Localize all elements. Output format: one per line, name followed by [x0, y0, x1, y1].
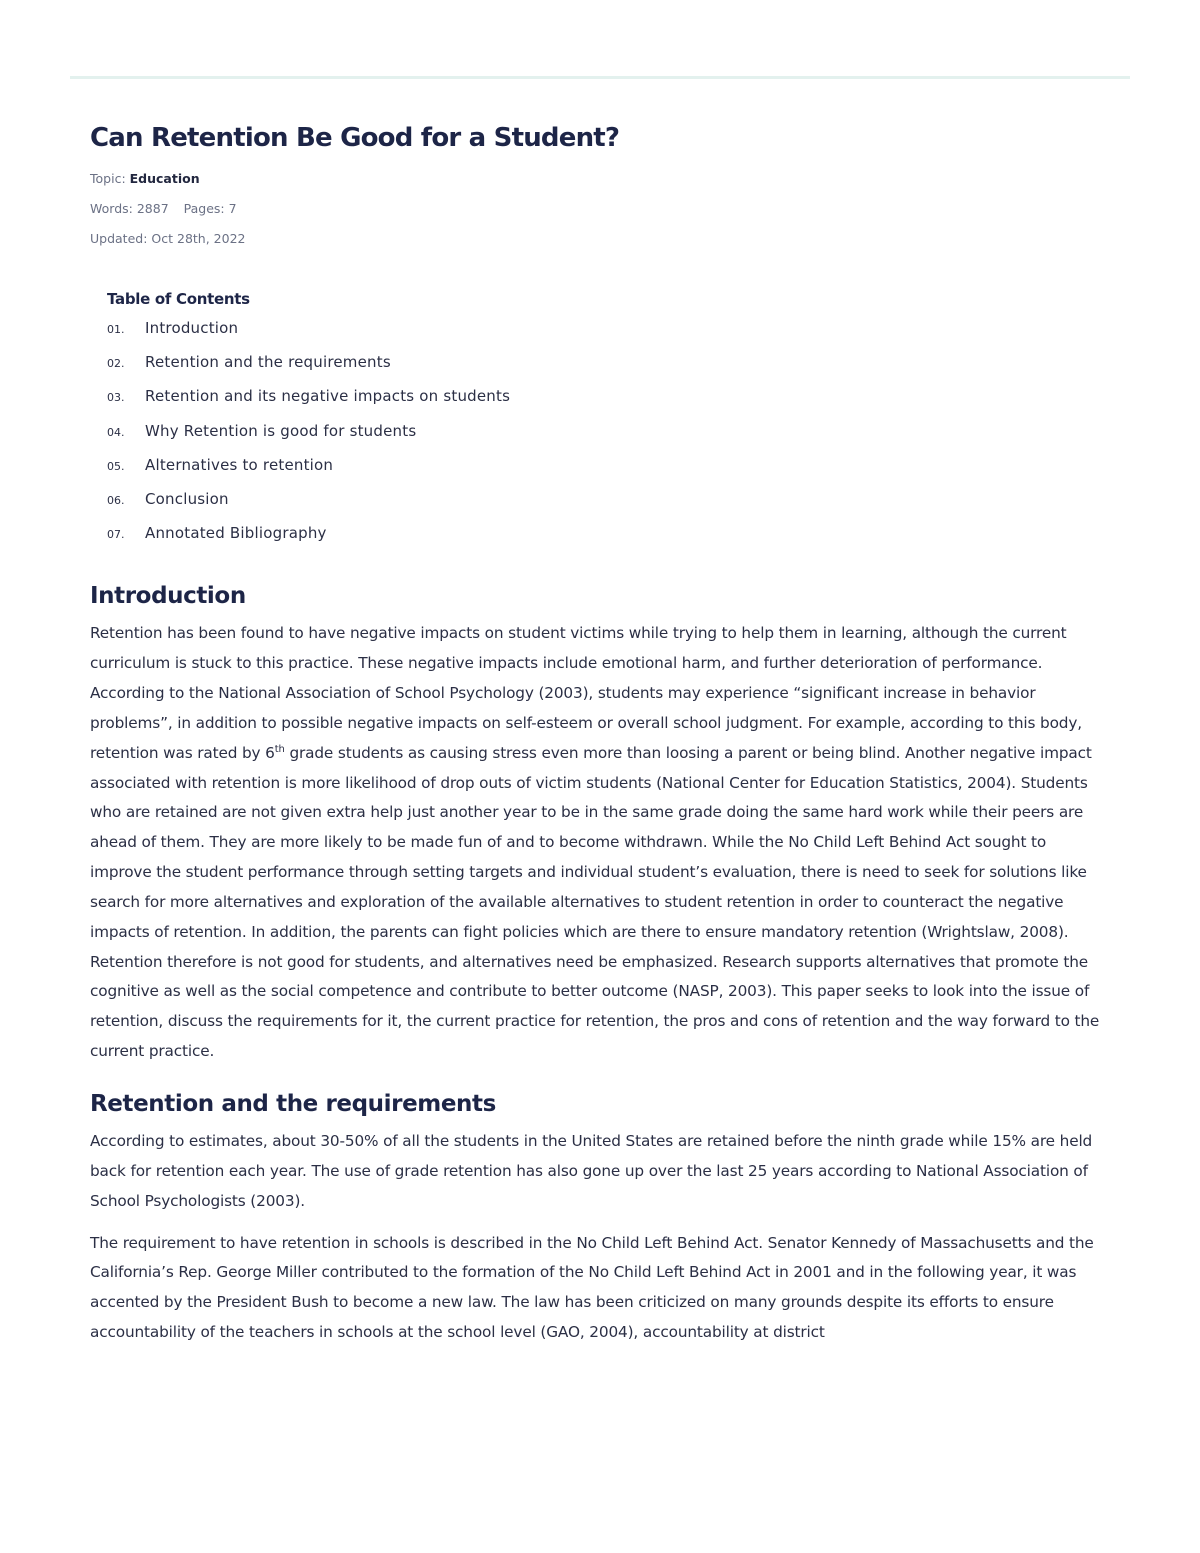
document-meta — [90, 172, 1112, 262]
introduction-text-start: Retention has been found to have negative impacts on student victims while trying to help them in learning, although the current curriculum is stuck to this practice. These negative impacts include emotional harm, and further deterioration of performance. According to the National Association of School Psychology (2003), students may experience “significant increase in behavior problems”, in addition to possible negative impacts on self-esteem or overall school judgment. For example, according to this body, retention was rated by 6 — [90, 624, 1082, 762]
introduction-text-end: grade students as causing stress even more than loosing a parent or being blind. Another negative impact associated with retention is more likelihood of drop outs of victim students (National Center for Education Statistics, 2004). Students who are retained are not given extra help just another year to be in the same grade doing the same hard work while their peers are ahead of them. They are more likely to be made fun of and to become withdrawn. While the No Child Left Behind Act sought to improve the student performance through setting targets and individual student’s evaluation, there is need to seek for solutions like search for more alternatives and exploration of the available alternatives to student retention in order to counteract the negative impacts of retention. In addition, the parents can fight policies which are there to ensure mandatory retention (Wrightslaw, 2008). Retention therefore is not good for students, and alternatives need be emphasized. Research supports alternatives that promote the cognitive as well as the social competence and contribute to better outcome (NASP, 2003). This paper seeks to look into the issue of retention, discuss the requirements for it, the current practice for retention, the pros and cons of retention and the way forward to the current practice. — [90, 743, 1100, 1061]
toc-item-number: 07. — [107, 528, 125, 542]
updated-value: Oct 28th, 2022 — [151, 231, 246, 246]
section-heading-introduction: Introduction — [90, 583, 246, 610]
toc-item-why-good[interactable] — [107, 422, 1112, 456]
toc-item-label[interactable]: Alternatives to retention — [145, 455, 334, 474]
words-label: Words: — [90, 201, 133, 216]
topic-label: Topic: — [90, 171, 126, 186]
requirements-paragraph-2: The requirement to have retention in schools is described in the No Child Left Behind Act. Senator Kennedy of Massachusetts and the California’s Rep. George Miller contributed to the formation of the No Child Left Behind Act in 2001 and in the following year, it was accented by the President Bush to become a new law. The law has been criticized on many grounds despite its efforts to ensure accountability of the teachers in schools at the school level (GAO, 2004), accountability at district — [90, 1233, 1094, 1342]
toc-item-number: 06. — [107, 493, 125, 507]
toc-item-label[interactable]: Retention and the requirements — [145, 353, 391, 372]
toc-item-introduction[interactable] — [107, 319, 1112, 353]
toc-item-number: 04. — [107, 425, 125, 439]
toc-item-negative-impacts[interactable] — [107, 387, 1112, 421]
toc-item-conclusion[interactable] — [107, 490, 1112, 524]
words-value: 2887 — [136, 201, 169, 216]
toc-item-requirements[interactable] — [107, 353, 1112, 387]
toc-item-number: 05. — [107, 459, 125, 473]
meta-topic — [90, 172, 1112, 202]
toc-item-bibliography[interactable] — [107, 524, 1112, 558]
toc-item-label[interactable]: Retention and its negative impacts on students — [145, 387, 511, 406]
page-title: Can Retention Be Good for a Student? — [90, 123, 620, 153]
toc-item-number: 01. — [107, 323, 125, 336]
toc-item-label[interactable]: Annotated Bibliography — [145, 524, 327, 543]
top-divider — [70, 76, 1130, 79]
requirements-paragraph-1: According to estimates, about 30-50% of all the students in the United States are retained before the ninth grade while 15% are held back for retention each year. The use of grade retention has also gone up over the last 25 years according to National Association of School Psychologists (2003). — [90, 1131, 1093, 1210]
meta-updated — [90, 232, 1112, 262]
ordinal-superscript: th — [274, 743, 285, 755]
toc-item-number: 02. — [107, 357, 125, 371]
toc-item-label[interactable]: Introduction — [145, 319, 239, 337]
toc-title: Table of Contents — [107, 290, 250, 308]
document-body — [90, 118, 1112, 1348]
section-heading-requirements: Retention and the requirements — [90, 1090, 496, 1117]
toc-item-number: 03. — [107, 391, 125, 405]
updated-label: Updated: — [90, 231, 148, 246]
toc-item-label[interactable]: Why Retention is good for students — [145, 421, 417, 440]
table-of-contents — [107, 289, 1112, 558]
pages-label: Pages: — [183, 201, 225, 216]
meta-words-pages — [90, 202, 1112, 232]
pages-value: 7 — [228, 201, 237, 216]
toc-item-label[interactable]: Conclusion — [145, 489, 229, 508]
introduction-paragraph — [90, 619, 1112, 1067]
toc-item-alternatives[interactable] — [107, 456, 1112, 490]
topic-link[interactable]: Education — [129, 171, 200, 186]
